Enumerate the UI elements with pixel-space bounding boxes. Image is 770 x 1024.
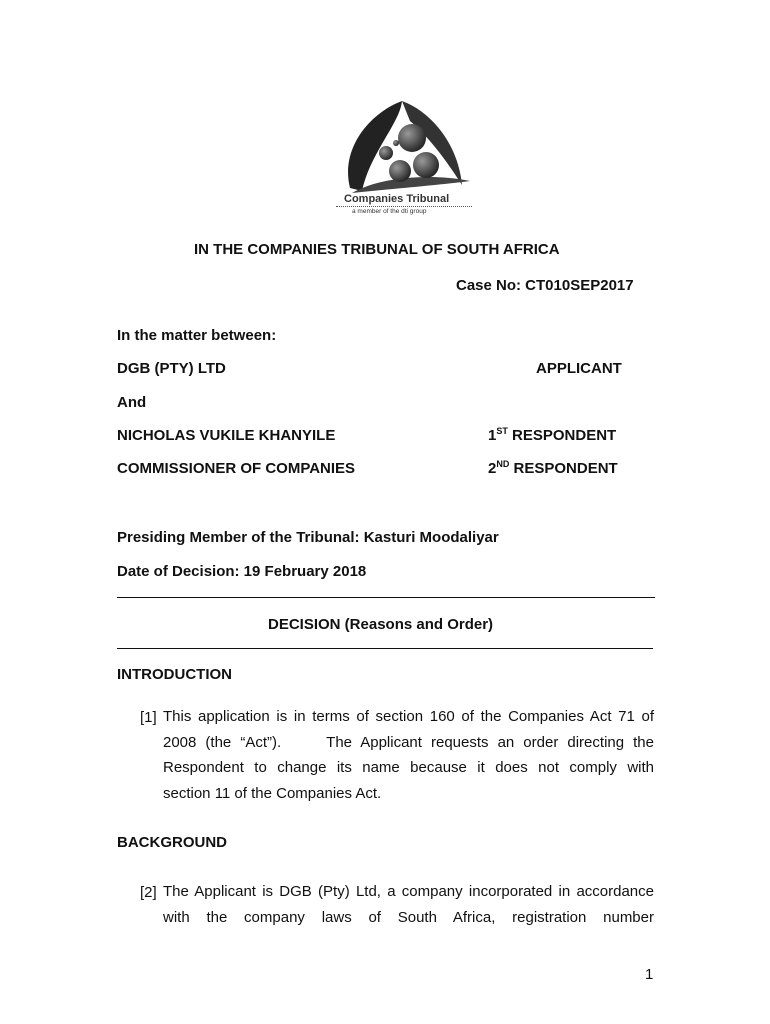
respondent1-name: NICHOLAS VUKILE KHANYILE <box>117 427 336 444</box>
and-label: And <box>117 394 147 411</box>
introduction-heading: INTRODUCTION <box>117 666 232 683</box>
paragraph-2-line: with the company laws of South Africa, registration number <box>163 908 654 926</box>
top-divider <box>117 597 655 598</box>
paragraph-1-line: Respondent to change its name because it does not comply with <box>163 759 654 776</box>
background-heading: BACKGROUND <box>117 834 227 851</box>
applicant-name: DGB (PTY) LTD <box>117 360 226 377</box>
bottom-divider <box>117 648 653 649</box>
page-number: 1 <box>645 966 654 983</box>
paragraph-1-line: This application is in terms of section 160 of the Companies Act 71 of <box>163 708 654 725</box>
paragraph-1-line: section 11 of the Companies Act. <box>163 784 382 802</box>
companies-tribunal-logo <box>330 93 478 225</box>
respondent1-role: 1ST RESPONDENT <box>488 426 617 444</box>
applicant-role: APPLICANT <box>536 360 622 377</box>
matter-intro: In the matter between: <box>117 327 277 344</box>
paragraph-1-line: 2008 (the “Act”). The Applicant requests an order directing the <box>163 733 654 751</box>
respondent2-role: 2ND RESPONDENT <box>488 459 618 477</box>
respondent2-name: COMMISSIONER OF COMPANIES <box>117 460 356 477</box>
logo-tagline: a member of the dti group <box>352 208 427 215</box>
presiding-member: Presiding Member of the Tribunal: Kasturi Moodaliyar <box>117 529 499 546</box>
paragraph-1 <box>163 704 654 806</box>
paragraph-2-line: The Applicant is DGB (Pty) Ltd, a company incorporated in accordance <box>163 883 654 900</box>
decision-date: Date of Decision: 19 February 2018 <box>117 563 367 580</box>
paragraph-1-number: [1] <box>140 709 157 726</box>
paragraph-2-number: [2] <box>140 884 157 901</box>
case-number: Case No: CT010SEP2017 <box>456 277 634 294</box>
decision-title: DECISION (Reasons and Order) <box>268 616 494 633</box>
court-title: IN THE COMPANIES TRIBUNAL OF SOUTH AFRICA <box>194 241 560 258</box>
paragraph-2 <box>163 879 654 930</box>
logo-name: Companies Tribunal <box>344 193 450 205</box>
